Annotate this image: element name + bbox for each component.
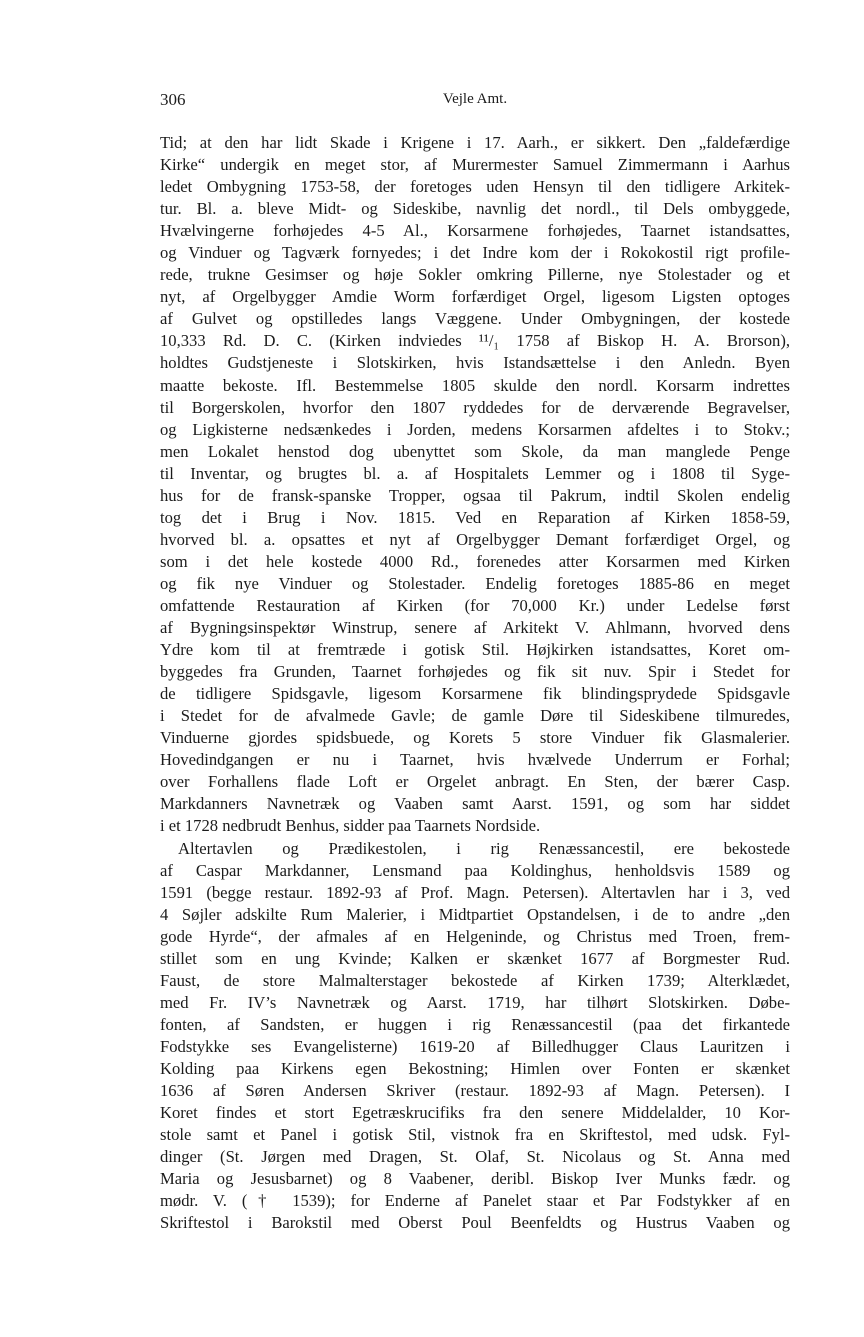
text-line: men Lokalet henstod dog ubenyttet som Skole, da man manglede Penge bbox=[160, 441, 790, 461]
text-line: Faust, de store Malmalterstager bekostede af Kirken 1739; Alterklædet, bbox=[160, 970, 790, 990]
page-number: 306 bbox=[160, 90, 186, 109]
text-line: tur. Bl. a. bleve Midt- og Sideskibe, navnlig det nordl., til Dels ombyggede, bbox=[160, 199, 790, 219]
text-line: Maria og Jesusbarnet) og 8 Vaabener, deribl. Biskop Iver Munks fædr. og bbox=[160, 1169, 790, 1189]
text-line: 4 Søjler adskilte Rum Malerier, i Midtpartiet Opstandelsen, i de to andre „den bbox=[160, 904, 790, 924]
text-line: og fik nye Vinduer og Stolestader. Endelig foretoges 1885-86 en meget bbox=[160, 573, 790, 593]
text-line: ledet Ombygning 1753-58, der foretoges uden Hensyn til den tidligere Arkitek- bbox=[160, 177, 790, 197]
text-line: hus for de fransk-spanske Tropper, ogsaa til Pakrum, indtil Skolen endelig bbox=[160, 485, 790, 505]
text-line: Kolding paa Kirkens egen Bekostning; Himlen over Fonten er skænket bbox=[160, 1058, 790, 1078]
text-line: stillet som en ung Kvinde; Kalken er skænket 1677 af Borgmester Rud. bbox=[160, 948, 790, 968]
text-line: omfattende Restauration af Kirken (for 70,000 Kr.) under Ledelse først bbox=[160, 595, 790, 615]
text-line: stole samt et Panel i gotisk Stil, vistnok fra en Skriftestol, med udsk. Fyl- bbox=[160, 1125, 790, 1145]
text-line: holdtes Gudstjeneste i Slotskirken, hvis Istandsættelse i den Anledn. Byen bbox=[160, 353, 790, 373]
text-line: Vinduerne gjordes spidsbuede, og Korets 5 store Vinduer fik Glasmalerier. bbox=[160, 728, 790, 748]
text-line: byggedes fra Grunden, Taarnet forhøjedes og fik sit nuv. Spir i Stedet for bbox=[160, 662, 790, 682]
text-line: dinger (St. Jørgen med Dragen, St. Olaf, St. Nicolaus og St. Anna med bbox=[160, 1147, 790, 1167]
text-line: Markdanners Navnetræk og Vaaben samt Aarst. 1591, og som har siddet bbox=[160, 794, 790, 814]
text-line: de tidligere Spidsgavle, ligesom Korsarmene fik blindingsprydede Spidsgavle bbox=[160, 684, 790, 704]
text-line: til Inventar, og brugtes bl. a. af Hospitalets Lemmer og i 1808 til Syge- bbox=[160, 463, 790, 483]
text-line: tog det i Brug i Nov. 1815. Ved en Reparation af Kirken 1858-59, bbox=[160, 507, 790, 527]
text-line: 1636 af Søren Andersen Skriver (restaur. 1892-93 af Magn. Petersen). I bbox=[160, 1081, 790, 1101]
text-line: rede, trukne Gesimser og høje Sokler omkring Pillerne, nye Stolestader og et bbox=[160, 265, 790, 285]
text-line: hvorved bl. a. opsattes et nyt af Orgelbygger Demant forfærdiget Orgel, og bbox=[160, 529, 790, 549]
text-line: Hovedindgangen er nu i Taarnet, hvis hvælvede Underrum er Forhal; bbox=[160, 750, 790, 770]
text-line: som i det hele kostede 4000 Rd., forenedes atter Korsarmen med Kirken bbox=[160, 551, 790, 571]
text-line: i et 1728 nedbrudt Benhus, sidder paa Taarnets Nordside. bbox=[160, 816, 541, 836]
text-line: Skriftestol i Barokstil med Oberst Poul Beenfeldts og Hustrus Vaaben og bbox=[160, 1213, 790, 1233]
text-line: Fodstykke ses Evangelisterne) 1619-20 af Billedhugger Claus Lauritzen i bbox=[160, 1036, 790, 1056]
text-line: Kirke“ undergik en meget stor, af Murermester Samuel Zimmermann i Aarhus bbox=[160, 155, 790, 175]
text-line: 1591 (begge restaur. 1892-93 af Prof. Magn. Petersen). Altertavlen har i 3, ved bbox=[160, 882, 790, 902]
text-line: 10,333 Rd. D. C. (Kirken indviedes ¹¹/₁ 1758 af Biskop H. A. Brorson), bbox=[160, 331, 790, 351]
text-line: maatte bekoste. Ifl. Bestemmelse 1805 skulde den nordl. Korsarm indrettes bbox=[160, 375, 790, 395]
text-line: mødr. V. († 1539); for Enderne af Panelet staar et Par Fodstykker af en bbox=[160, 1191, 790, 1211]
text-line: gode Hyrde“, der afmales af en Helgeninde, og Christus med Troen, frem- bbox=[160, 926, 790, 946]
text-line: Koret findes et stort Egetræskrucifiks fra den senere Middelalder, 10 Kor- bbox=[160, 1103, 790, 1123]
text-line: Altertavlen og Prædikestolen, i rig Renæssancestil, ere bekostede bbox=[178, 838, 790, 858]
text-line: Tid; at den har lidt Skade i Krigene i 17. Aarh., er sikkert. Den „faldefærdige bbox=[160, 133, 790, 152]
text-line: og Vinduer og Tagværk fornyedes; i det Indre kom der i Rokokostil rigt profile- bbox=[160, 243, 790, 263]
body-text bbox=[160, 132, 790, 1234]
text-line: af Gulvet og opstilledes langs Væggene. Under Ombygningen, der kostede bbox=[160, 309, 790, 329]
page-header bbox=[160, 90, 790, 112]
text-line: og Ligkisterne nedsænkedes i Jorden, medens Korsarmen afdeltes i to Stokv.; bbox=[160, 419, 790, 439]
text-line: over Forhallens flade Loft er Orgelet anbragt. En Sten, der bærer Casp. bbox=[160, 772, 790, 792]
text-line: med Fr. IV’s Navnetræk og Aarst. 1719, har tilhørt Slotskirken. Døbe- bbox=[160, 992, 790, 1012]
text-line: fonten, af Sandsten, er huggen i rig Renæssancestil (paa det firkantede bbox=[160, 1014, 790, 1034]
text-line: Hvælvingerne forhøjedes 4-5 Al., Korsarmene forhøjedes, Taarnet istandsattes, bbox=[160, 221, 790, 241]
text-line: nyt, af Orgelbygger Amdie Worm forfærdiget Orgel, ligesom Ligsten optoges bbox=[160, 287, 790, 307]
text-line: til Borgerskolen, hvorfor den 1807 ryddedes for de derværende Begravelser, bbox=[160, 397, 790, 417]
text-line: Ydre kom til at fremtræde i gotisk Stil. Højkirken istandsattes, Koret om- bbox=[160, 640, 790, 660]
text-line: af Caspar Markdanner, Lensmand paa Koldinghus, henholdsvis 1589 og bbox=[160, 860, 790, 880]
text-line: af Bygningsinspektør Winstrup, senere af Arkitekt V. Ahlmann, hvorved dens bbox=[160, 618, 790, 638]
text-line: i Stedet for de afvalmede Gavle; de gamle Døre til Sideskibene tilmuredes, bbox=[160, 706, 790, 726]
running-head: Vejle Amt. bbox=[442, 91, 508, 107]
